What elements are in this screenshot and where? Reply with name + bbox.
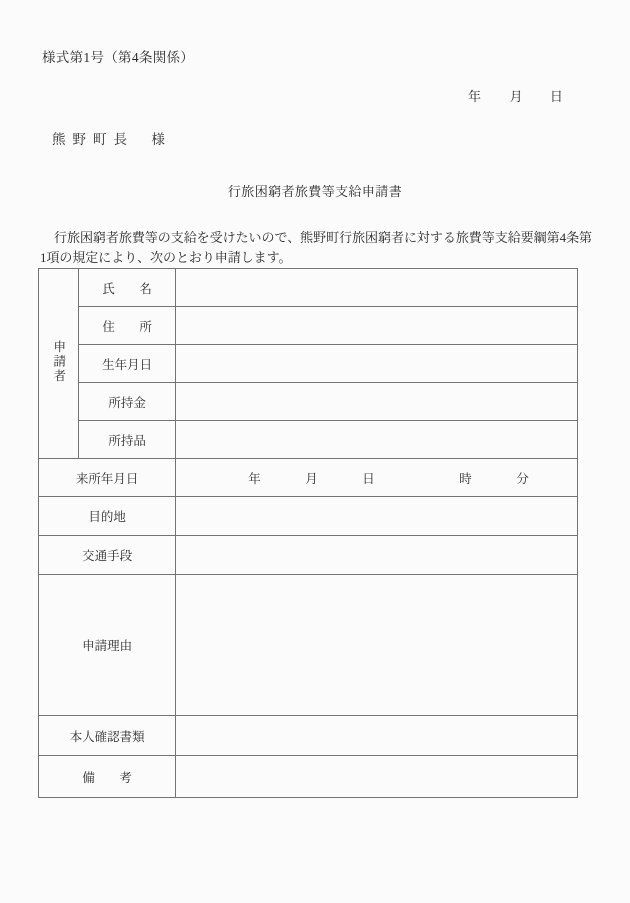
field-belongings[interactable]	[176, 421, 578, 459]
date-month-label: 月	[509, 89, 523, 104]
form-number: 様式第1号（第4条関係）	[42, 50, 195, 65]
applicant-group-cell	[39, 269, 79, 459]
table-row	[39, 536, 578, 575]
label-destination: 目的地	[39, 497, 176, 536]
visit-minute-label: 分	[516, 471, 529, 486]
label-belongings: 所持品	[79, 421, 176, 459]
label-address: 住 所	[79, 307, 176, 345]
table-row	[39, 269, 578, 307]
field-identification[interactable]	[176, 716, 578, 756]
label-birthdate: 生年月日	[79, 345, 176, 383]
table-row	[39, 575, 578, 716]
table-row	[39, 421, 578, 459]
addressee-name: 熊野町長	[52, 132, 134, 147]
date-day-label: 日	[549, 89, 563, 104]
visit-month-label: 月	[305, 471, 318, 486]
label-remarks: 備 考	[39, 756, 176, 798]
field-reason[interactable]	[176, 575, 578, 716]
table-row	[39, 716, 578, 756]
label-identification: 本人確認書類	[39, 716, 176, 756]
application-table	[38, 268, 578, 798]
visit-day-label: 日	[362, 471, 375, 486]
label-money: 所持金	[79, 383, 176, 421]
field-name[interactable]	[176, 269, 578, 307]
table-row	[39, 307, 578, 345]
label-name: 氏 名	[79, 269, 176, 307]
applicant-group-label: 申請者	[51, 339, 66, 384]
label-visit-datetime: 来所年月日	[39, 459, 176, 497]
table-row	[39, 459, 578, 497]
visit-hour-label: 時	[459, 471, 472, 486]
date-year-label: 年	[468, 89, 482, 104]
field-address[interactable]	[176, 307, 578, 345]
table-row	[39, 497, 578, 536]
field-money[interactable]	[176, 383, 578, 421]
field-visit-datetime[interactable]	[176, 459, 578, 497]
page-title: 行旅困窮者旅費等支給申請書	[227, 184, 403, 199]
field-birthdate[interactable]	[176, 345, 578, 383]
field-remarks[interactable]	[176, 756, 578, 798]
field-destination[interactable]	[176, 497, 578, 536]
date-line	[430, 86, 590, 105]
label-transportation: 交通手段	[39, 536, 176, 575]
table-row	[39, 345, 578, 383]
addressee-honorific: 様	[151, 132, 165, 147]
visit-datetime-units	[176, 469, 577, 487]
table-row	[39, 383, 578, 421]
field-transportation[interactable]	[176, 536, 578, 575]
addressee	[52, 128, 165, 148]
body-paragraph: 行旅困窮者旅費等の支給を受けたいので、熊野町行旅困窮者に対する旅費等支給要綱第4条第1項の規定により、次のとおり申請します。	[40, 230, 592, 265]
visit-year-label: 年	[248, 471, 261, 486]
label-reason: 申請理由	[39, 575, 176, 716]
table-row	[39, 756, 578, 798]
